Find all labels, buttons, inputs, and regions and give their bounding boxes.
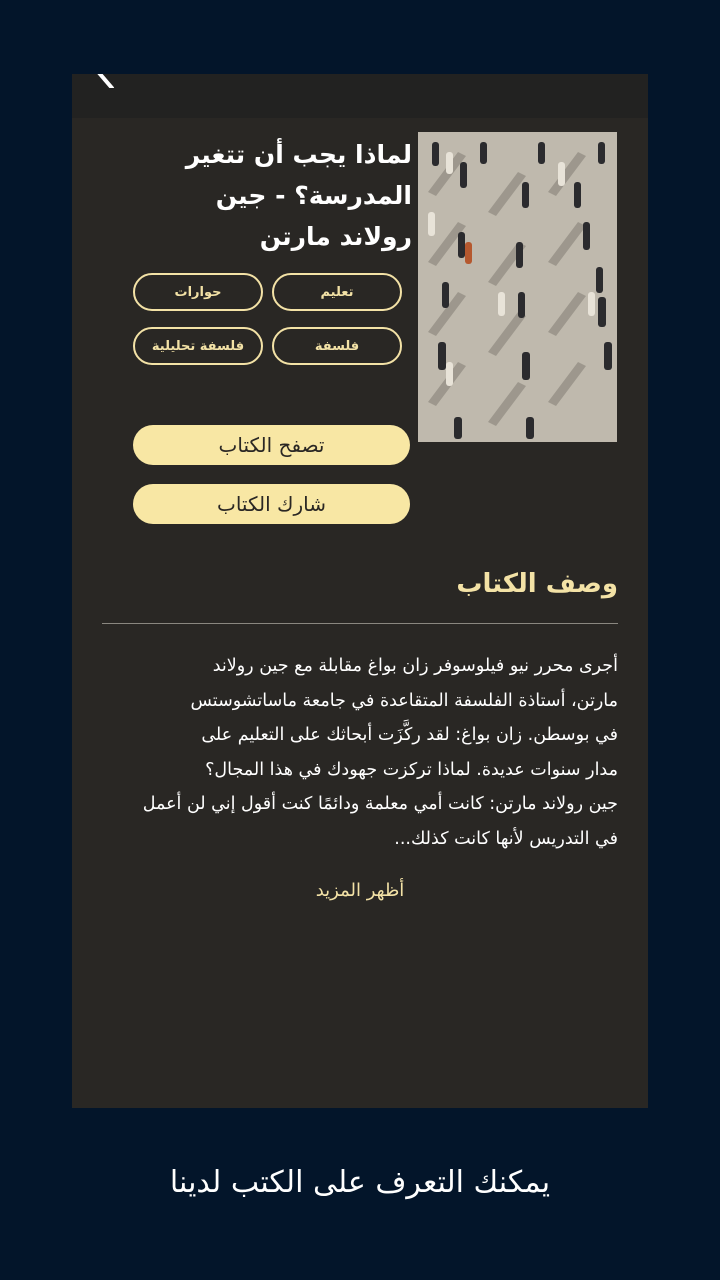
promo-caption: يمكنك التعرف على الكتب لدينا [169,1165,551,1200]
tag-analytic-philosophy[interactable]: فلسفة تحليلية [133,327,263,365]
chevron-left-icon[interactable] [94,74,118,88]
description-line: مارتن، أستاذة الفلسفة المتقاعدة في جامعة ماساتشوستس [190,690,618,711]
book-details-screen [72,74,648,1108]
show-more-link[interactable]: أظهر المزيد [315,880,405,901]
description-line: في بوسطن. زان بواغ: لقد ركَّزَت أبحاثك على التعليم على [201,725,618,745]
description-line: في التدريس لأنها كانت كذلك... [394,828,618,849]
book-description [72,649,618,856]
description-line: أجرى محرر نيو فيلوسوفر زان بواغ مقابلة مع جين رولاند [212,656,618,676]
divider [102,623,618,624]
book-title: لماذا يجب أن تتغير المدرسة؟ - جين رولاند مارتن [185,140,412,251]
tag-philosophy[interactable]: فلسفة [272,327,402,365]
tag-education[interactable]: تعليم [272,273,402,311]
share-book-button[interactable]: شارك الكتاب [133,484,410,524]
description-heading: وصف الكتاب [456,569,618,599]
tag-dialogues[interactable]: حوارات [133,273,263,311]
book-cover-image [418,132,617,442]
top-bar [72,74,648,118]
description-line: جين رولاند مارتن: كانت أمي معلمة ودائمًا كنت أقول إني لن أعمل [142,794,618,814]
cover-photo-icon [418,132,617,442]
browse-book-button[interactable]: تصفح الكتاب [133,425,410,465]
description-line: مدار سنوات عديدة. لماذا تركزت جهودك في هذا المجال؟ [205,759,618,780]
